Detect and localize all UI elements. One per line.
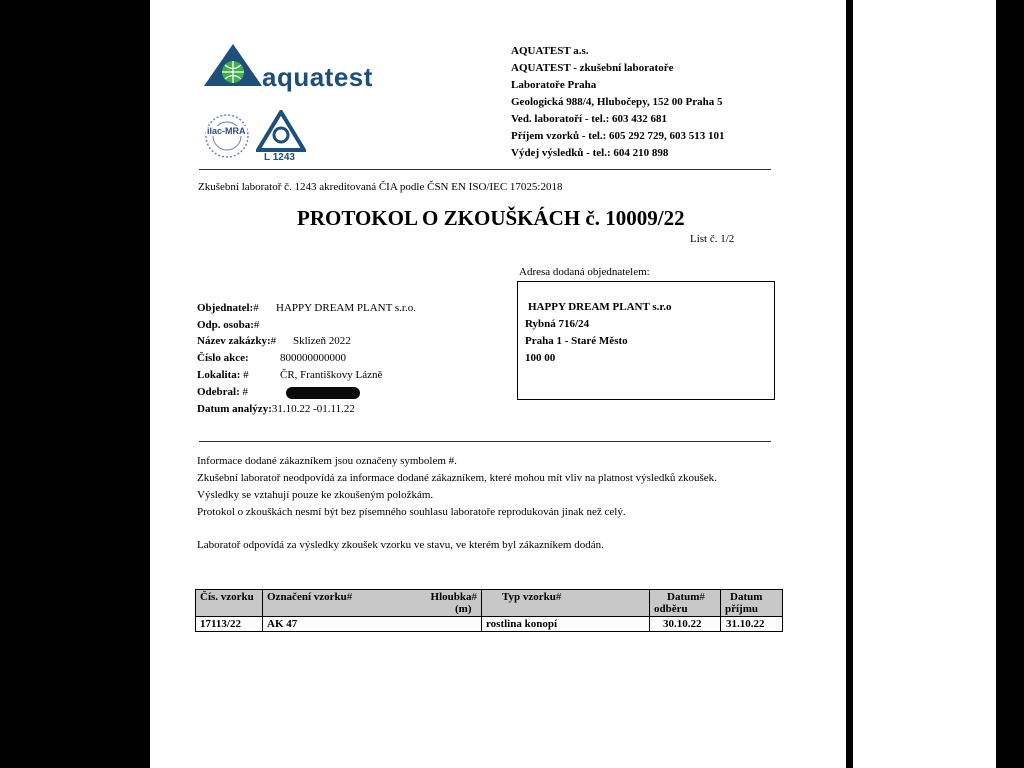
ilac-mra-label: ilac-MRA — [207, 126, 246, 136]
aquatest-logo-text: aquatest — [262, 62, 373, 92]
ilac-mra-icon — [204, 113, 250, 159]
field-order-name: Název zakázky:# — [197, 335, 277, 347]
address-line-4: 100 00 — [525, 352, 556, 364]
cell-date-taken: 30.10.22 — [650, 617, 721, 632]
address-line-2: Rybná 716/24 — [525, 318, 590, 330]
cell-sample-number: 17113/22 — [196, 617, 263, 632]
address-line-3: Praha 1 - Staré Město — [525, 335, 628, 347]
header-sample-type: Typ vzorku# — [482, 590, 650, 617]
accreditation-statement: Zkušební laboratoř č. 1243 akreditovaná ČIA podle ČSN EN ISO/IEC 17025:2018 — [198, 181, 563, 193]
header-sample-number: Čís. vzorku — [196, 590, 263, 617]
note-sample-condition: Laboratoř odpovídá za výsledky zkoušek vzorku ve stavu, ve kterém byl zákazníkem dodán. — [197, 539, 604, 551]
table-row — [196, 617, 783, 632]
field-locality-value: ČR, Františkovy Lázně — [280, 369, 383, 381]
cia-accreditation-icon — [256, 110, 306, 152]
field-contact-person: Odp. osoba:# — [197, 319, 260, 331]
company-name: AQUATEST a.s. — [511, 45, 589, 57]
address-line-1: HAPPY DREAM PLANT s.r.o — [528, 301, 672, 313]
cell-sample-type: rostlina konopí — [482, 617, 650, 632]
field-action-number-value: 800000000000 — [280, 352, 346, 364]
header-sample-label: Označení vzorku# Hloubka# (m) — [263, 590, 482, 617]
field-order-name-value: Sklizeň 2022 — [293, 335, 351, 347]
page-edge — [846, 0, 853, 768]
sample-table — [195, 589, 783, 632]
field-analysis-date: Datum analýzy:31.10.22 -01.11.22 — [197, 403, 355, 415]
field-locality: Lokalita: # — [197, 369, 249, 381]
section-divider — [199, 441, 771, 442]
header-date-taken: Datum# odběru — [650, 590, 721, 617]
note-results-scope: Výsledky se vztahují pouze ke zkoušeným položkám. — [197, 489, 434, 501]
header-divider — [199, 169, 771, 170]
results-phone: Výdej výsledků - tel.: 604 210 898 — [511, 147, 669, 159]
field-action-number: Číslo akce: — [197, 352, 249, 364]
lab-location: Laboratoře Praha — [511, 79, 597, 91]
sheet-number: List č. 1/2 — [690, 233, 735, 245]
aquatest-logo-icon — [202, 42, 264, 88]
redacted-name — [286, 387, 360, 399]
field-customer-value: HAPPY DREAM PLANT s.r.o. — [276, 302, 416, 314]
company-address: Geologická 988/4, Hlubočepy, 152 00 Praha 5 — [511, 96, 723, 108]
note-disclaimer: Zkušební laboratoř neodpovídá za informace dodané zákazníkem, které mohou mít vliv na platnost výsledků zkoušek. — [197, 472, 717, 484]
field-customer: Objednatel:# — [197, 302, 259, 314]
head-lab-phone: Ved. laboratoří - tel.: 603 432 681 — [511, 113, 668, 125]
header-date-received: Datum příjmu — [721, 590, 783, 617]
cell-date-received: 31.10.22 — [721, 617, 783, 632]
address-box-label: Adresa dodaná objednatelem: — [519, 266, 650, 278]
lab-name: AQUATEST - zkušební laboratoře — [511, 62, 674, 74]
cia-label: L 1243 — [264, 152, 295, 163]
sample-table-header — [196, 590, 783, 617]
note-customer-info: Informace dodané zákazníkem jsou označeny symbolem #. — [197, 455, 457, 467]
field-sampled-by: Odebral: # — [197, 386, 249, 398]
sample-intake-phone: Příjem vzorků - tel.: 605 292 729, 603 513 101 — [511, 130, 725, 142]
protocol-title: PROTOKOL O ZKOUŠKÁCH č. 10009/22 — [297, 206, 685, 230]
cell-sample-label: AK 47 — [263, 617, 482, 632]
note-reproduction: Protokol o zkouškách nesmí být bez písemného souhlasu laboratoře reprodukován jinak než celý. — [197, 506, 626, 518]
